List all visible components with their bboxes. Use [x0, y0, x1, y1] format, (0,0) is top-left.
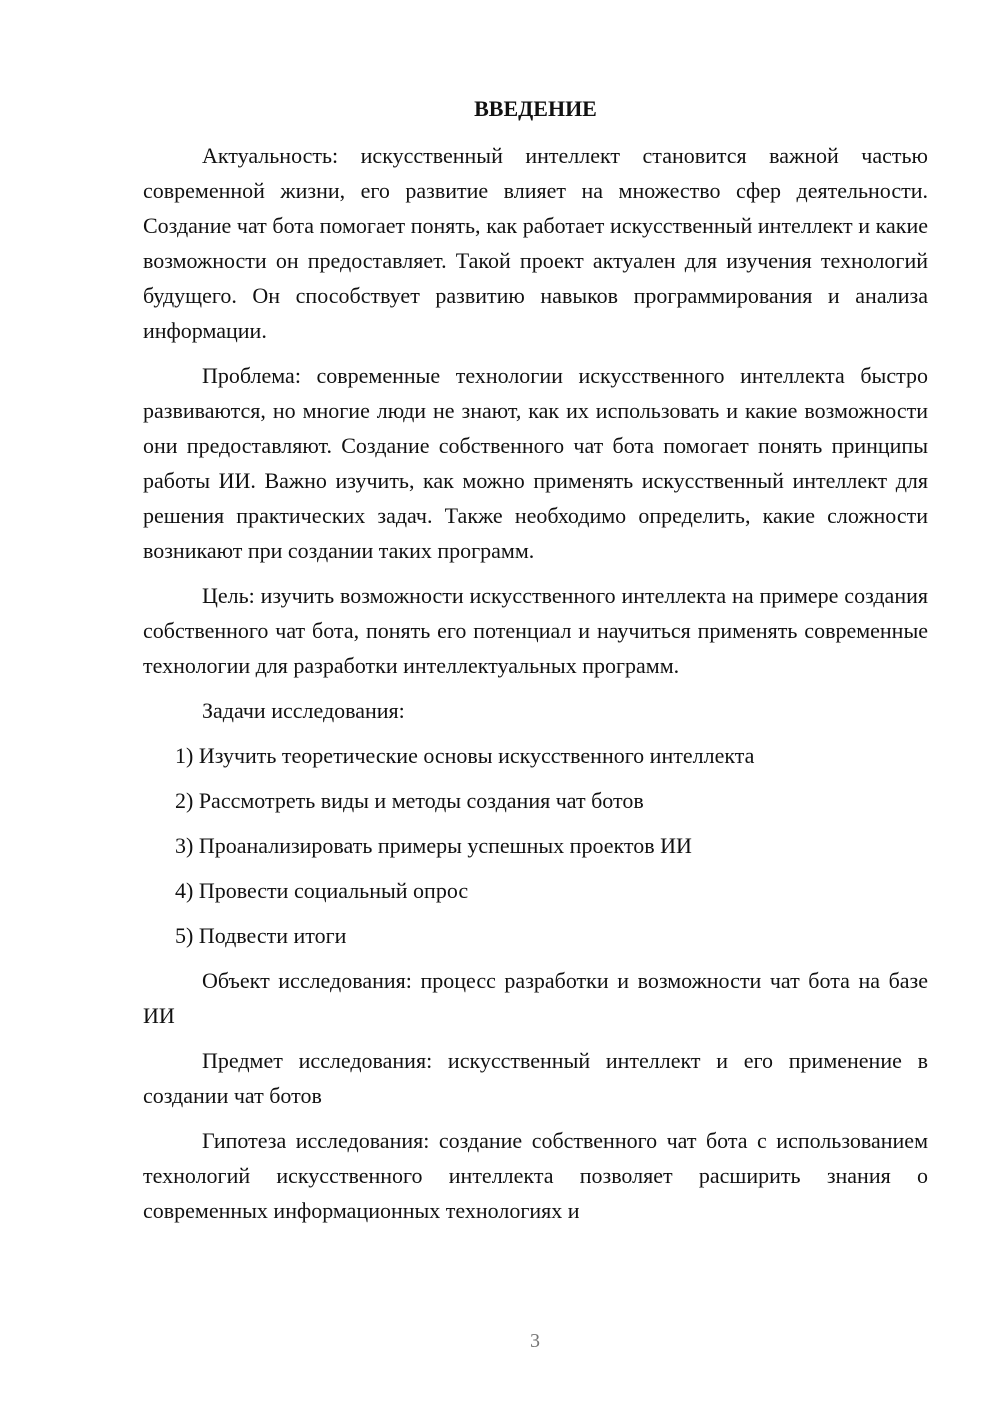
task-list — [143, 738, 928, 953]
paragraph-problem: Проблема: современные технологии искусственного интеллекта быстро развиваются, но многие люди не знают, как их использовать и какие возможности они предоставляют. Создание собственного чат бота помогает понять принципы работы ИИ. Важно изучить, как можно применять искусственный интеллект для решения практических задач. Также необходимо определить, какие сложности возникают при создании таких программ. — [143, 363, 928, 563]
paragraph-hypothesis: Гипотеза исследования: создание собственного чат бота с использованием технологий искусственного интеллекта позволяет расширить знания о современных информационных технологиях и — [143, 1128, 928, 1223]
list-item: 2) Рассмотреть виды и методы создания чат ботов — [175, 788, 644, 813]
list-item: 3) Проанализировать примеры успешных проектов ИИ — [175, 833, 692, 858]
page-number: 3 — [530, 1330, 540, 1352]
document-page — [143, 94, 928, 1228]
list-item: 4) Провести социальный опрос — [175, 878, 469, 903]
tasks-heading: Задачи исследования: — [202, 698, 405, 723]
paragraph-object: Объект исследования: процесс разработки и возможности чат бота на базе ИИ — [143, 968, 928, 1028]
paragraph-subject: Предмет исследования: искусственный интеллект и его применение в создании чат ботов — [143, 1048, 928, 1108]
page-title: ВВЕДЕНИЕ — [474, 96, 597, 121]
paragraph-goal: Цель: изучить возможности искусственного интеллекта на примере создания собственного чат бота, понять его потенциал и научиться применять современные технологии для разработки интеллектуальных программ. — [143, 583, 928, 678]
paragraph-relevance: Актуальность: искусственный интеллект становится важной частью современной жизни, его развитие влияет на множество сфер деятельности. Создание чат бота помогает понять, как работает искусственный интеллект и какие возможности он предоставляет. Такой проект актуален для изучения технологий будущего. Он способствует развитию навыков программирования и анализа информации. — [143, 143, 928, 343]
list-item: 1) Изучить теоретические основы искусственного интеллекта — [175, 743, 755, 768]
list-item: 5) Подвести итоги — [175, 923, 347, 948]
